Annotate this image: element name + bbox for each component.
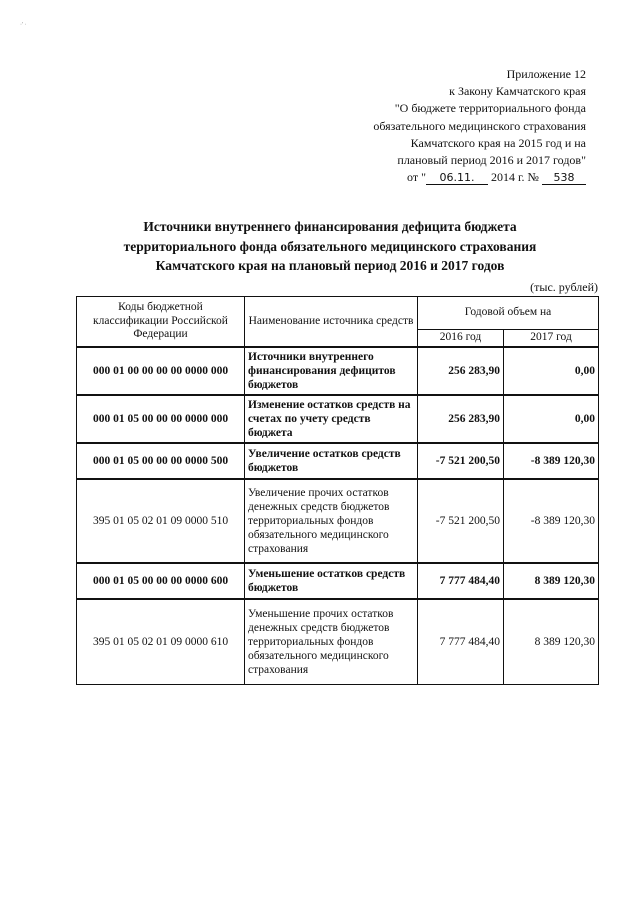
title-line: Камчатского края на плановый период 2016 и 2017 годов bbox=[155, 258, 505, 274]
document-title bbox=[60, 217, 600, 276]
row-value-2017: -8 389 120,30 bbox=[504, 443, 599, 479]
financing-sources-table bbox=[76, 296, 599, 685]
date-value: 06.11. bbox=[426, 172, 488, 185]
table-row bbox=[77, 395, 599, 443]
appendix-date-line bbox=[256, 169, 586, 186]
row-name: Уменьшение остатков средств бюджетов bbox=[245, 563, 418, 599]
row-value-2016: 256 283,90 bbox=[418, 395, 504, 443]
title-line: Источники внутреннего финансирования дефицита бюджета bbox=[143, 219, 517, 234]
row-value-2017: 8 389 120,30 bbox=[504, 599, 599, 685]
title-line: территориального фонда обязательного медицинского страхования bbox=[123, 238, 537, 254]
row-name: Увеличение прочих остатков денежных средств бюджетов территориальных фондов обязательного медицинского страхования bbox=[245, 479, 418, 563]
row-value-2017: 8 389 120,30 bbox=[504, 563, 599, 599]
header-codes: Коды бюджетной классификации Российской Федерации bbox=[77, 297, 245, 347]
appendix-line: к Закону Камчатского края bbox=[449, 84, 586, 99]
header-annual: Годовой объем на bbox=[418, 297, 599, 330]
unit-label: (тыс. рублей) bbox=[530, 280, 598, 294]
header-year-2017: 2017 год bbox=[504, 330, 599, 347]
table-row bbox=[77, 443, 599, 479]
header-name: Наименование источника средств bbox=[245, 297, 418, 347]
row-value-2017: -8 389 120,30 bbox=[504, 479, 599, 563]
table-row bbox=[77, 563, 599, 599]
row-name: Увеличение остатков средств бюджетов bbox=[245, 443, 418, 479]
date-prefix: от " bbox=[406, 170, 426, 185]
row-code: 000 01 05 00 00 00 0000 000 bbox=[77, 395, 245, 443]
row-value-2016: 256 283,90 bbox=[418, 347, 504, 395]
appendix-line: обязательного медицинского страхования bbox=[373, 118, 586, 133]
row-name: Уменьшение прочих остатков денежных средств бюджетов территориальных фондов обязательного медицинского страхования bbox=[245, 599, 418, 685]
row-code: 000 01 00 00 00 00 0000 000 bbox=[77, 347, 245, 395]
appendix-block bbox=[256, 66, 586, 186]
row-value-2016: 7 777 484,40 bbox=[418, 563, 504, 599]
row-value-2016: 7 777 484,40 bbox=[418, 599, 504, 685]
row-value-2016: -7 521 200,50 bbox=[418, 479, 504, 563]
table-row bbox=[77, 479, 599, 563]
table-row bbox=[77, 599, 599, 685]
appendix-line: Приложение 12 bbox=[506, 67, 586, 81]
header-year-2016: 2016 год bbox=[418, 330, 504, 347]
table-row bbox=[77, 347, 599, 395]
document-number: 538 bbox=[542, 172, 586, 185]
row-value-2017: 0,00 bbox=[504, 347, 599, 395]
row-code: 395 01 05 02 01 09 0000 610 bbox=[77, 599, 245, 685]
appendix-line: "О бюджете территориального фонда bbox=[394, 101, 586, 116]
row-code: 395 01 05 02 01 09 0000 510 bbox=[77, 479, 245, 563]
row-value-2016: -7 521 200,50 bbox=[418, 443, 504, 479]
row-name: Источники внутреннего финансирования дефицитов бюджетов bbox=[245, 347, 418, 395]
appendix-line: Камчатского края на 2015 год и на bbox=[410, 135, 586, 150]
row-code: 000 01 05 00 00 00 0000 500 bbox=[77, 443, 245, 479]
appendix-line: плановый период 2016 и 2017 годов" bbox=[397, 153, 586, 168]
row-value-2017: 0,00 bbox=[504, 395, 599, 443]
row-code: 000 01 05 00 00 00 0000 600 bbox=[77, 563, 245, 599]
row-name: Изменение остатков средств на счетах по учету средств бюджета bbox=[245, 395, 418, 443]
scan-mark: ·' · bbox=[20, 22, 27, 28]
date-year: 2014 г. № bbox=[490, 170, 539, 185]
